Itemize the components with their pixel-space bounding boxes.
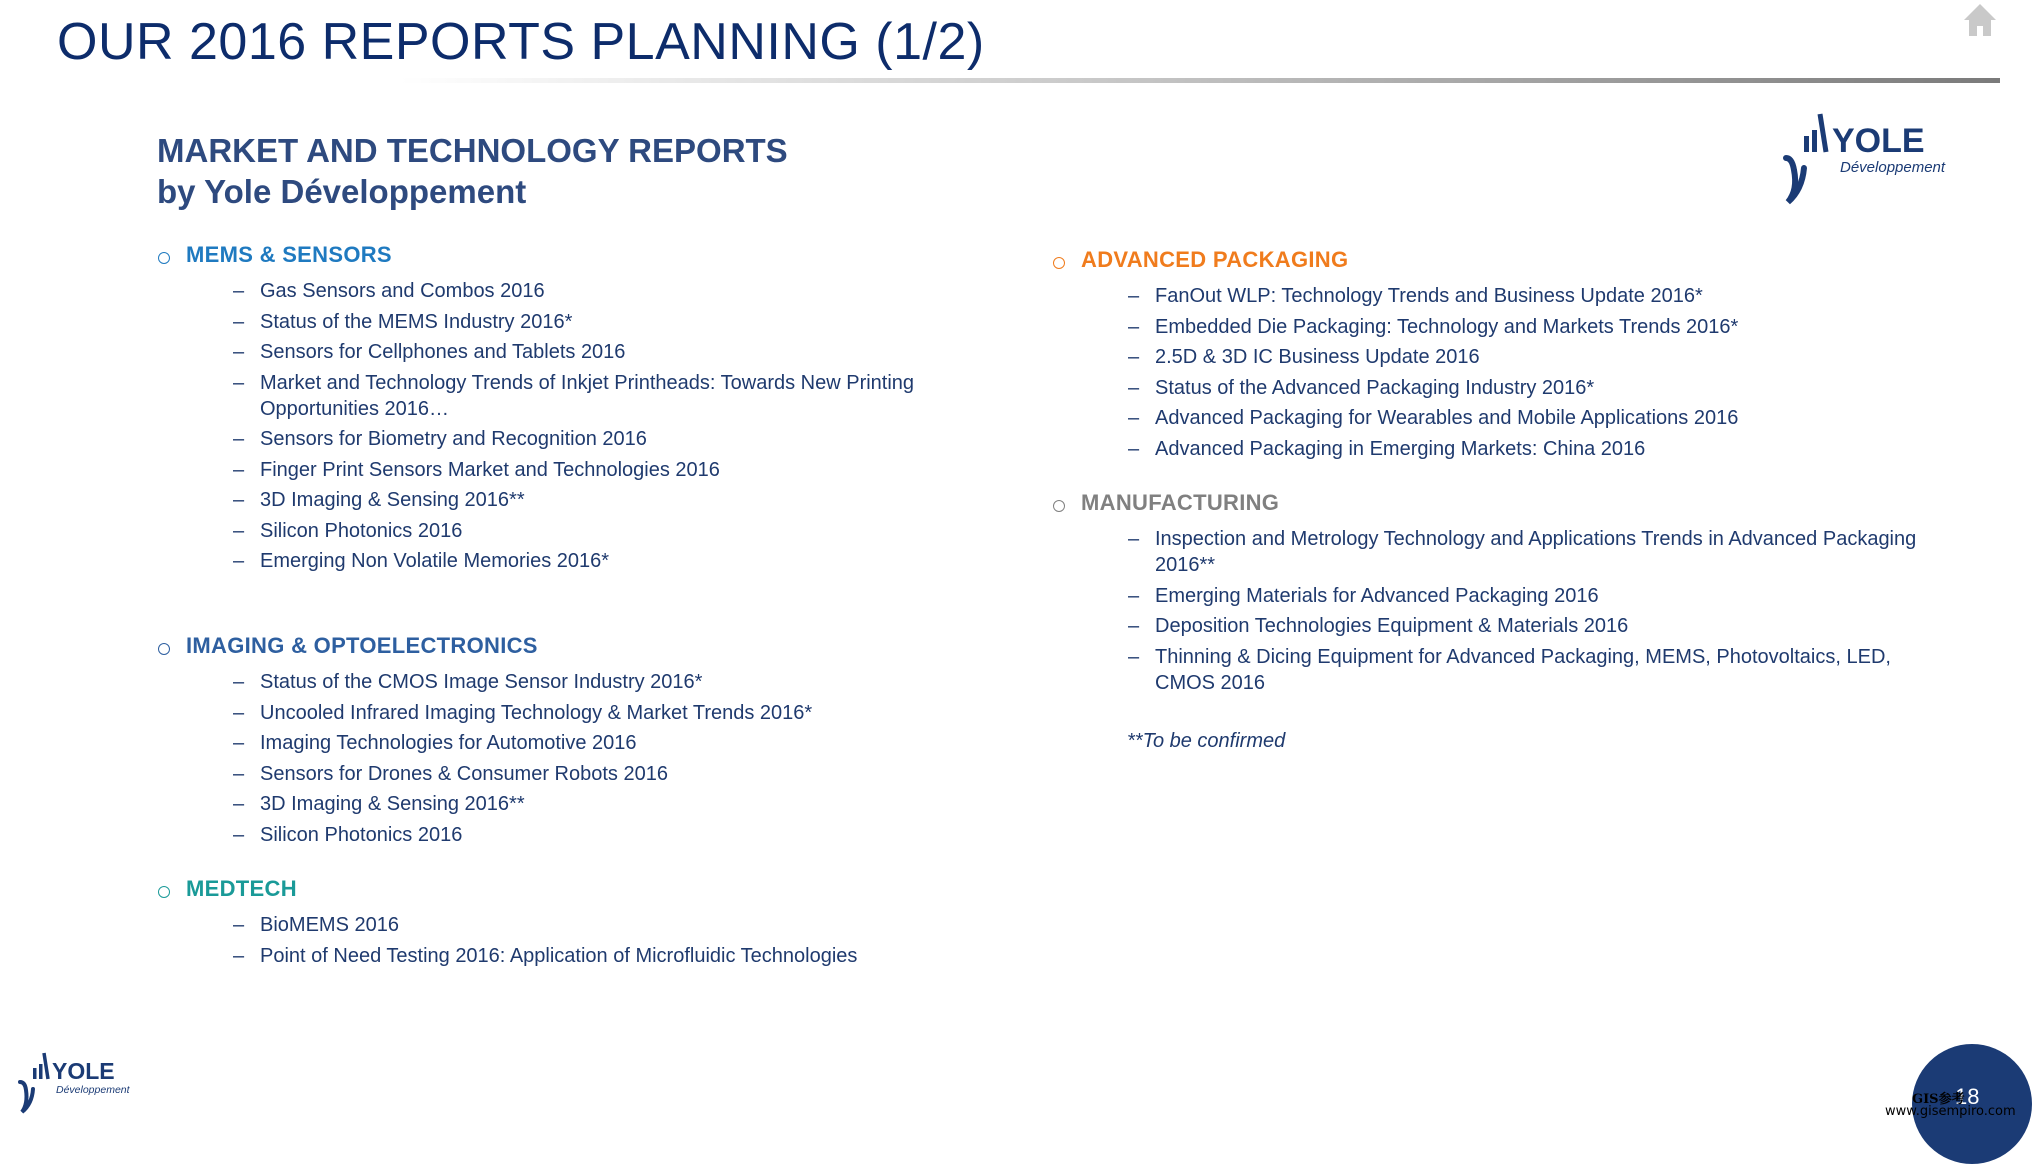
section-advanced-packaging: [1053, 247, 1953, 466]
circle-bullet-icon: [158, 643, 170, 655]
list-item: – 3D Imaging & Sensing 2016**: [233, 793, 525, 815]
section-title-mems: MEMS & SENSORS: [186, 242, 392, 267]
list-item: – Status of the CMOS Image Sensor Industry 2016*: [233, 671, 703, 693]
subtitle-by-yole: by Yole Développement: [157, 173, 527, 210]
watermark-url: www.gisempiro.com: [1885, 1104, 2016, 1119]
logo-wordmark: YOLE: [52, 1058, 115, 1084]
list-item: – 3D Imaging & Sensing 2016**: [233, 489, 525, 511]
page-title: OUR 2016 REPORTS PLANNING (1/2): [57, 13, 985, 71]
list-item: – Sensors for Cellphones and Tablets 2016: [233, 341, 626, 363]
section-mems-sensors: [158, 242, 978, 579]
list-item: – Deposition Technologies Equipment & Materials 2016: [1128, 615, 1629, 637]
footnote-to-be-confirmed: **To be confirmed: [1127, 730, 1286, 752]
list-item: – FanOut WLP: Technology Trends and Business Update 2016*: [1128, 285, 1703, 307]
list-item: – Imaging Technologies for Automotive 2016: [233, 732, 637, 754]
list-item: – Finger Print Sensors Market and Technologies 2016: [233, 458, 720, 481]
list-item: – Sensors for Biometry and Recognition 2016: [233, 428, 647, 450]
section-title-advanced-packaging: ADVANCED PACKAGING: [1081, 247, 1349, 272]
section-title-medtech: MEDTECH: [186, 876, 297, 901]
list-item: – Sensors for Drones & Consumer Robots 2016: [233, 762, 668, 785]
circle-bullet-icon: [158, 252, 170, 264]
list-item: – Emerging Materials for Advanced Packaging 2016: [1128, 584, 1599, 607]
page-number: 18: [1955, 1084, 1980, 1109]
mems-report-list: [158, 278, 978, 574]
list-item: – Emerging Non Volatile Memories 2016*: [233, 550, 610, 572]
section-title-manufacturing: MANUFACTURING: [1081, 490, 1280, 515]
list-item: – Embedded Die Packaging: Technology and Markets Trends 2016*: [1128, 315, 1739, 338]
list-item: – 2.5D & 3D IC Business Update 2016: [1128, 346, 1480, 368]
list-item: – Gas Sensors and Combos 2016: [233, 280, 545, 302]
list-item: – Market and Technology Trends of Inkjet Printheads: Towards New Printing Opportunities 2016…: [233, 371, 915, 420]
list-item: – Point of Need Testing 2016: Application of Microfluidic Technologies: [233, 944, 858, 967]
title-divider: [0, 78, 2000, 83]
logo-subtext: Développement: [1840, 159, 1946, 176]
list-item: – BioMEMS 2016: [233, 914, 399, 936]
yole-logo-top: [1780, 110, 1970, 205]
list-item: – Status of the MEMS Industry 2016*: [233, 310, 573, 333]
list-item: – Advanced Packaging for Wearables and Mobile Applications 2016: [1128, 407, 1739, 429]
manufacturing-report-list: [1053, 526, 1953, 696]
home-icon[interactable]: [1960, 0, 2000, 40]
section-medtech: [158, 876, 978, 973]
imaging-report-list: [158, 669, 978, 848]
list-item: – Uncooled Infrared Imaging Technology & Market Trends 2016*: [233, 701, 813, 724]
circle-bullet-icon: [1053, 257, 1065, 269]
section-imaging-optoelectronics: [158, 633, 978, 852]
list-item: – Advanced Packaging in Emerging Markets: China 2016: [1128, 437, 1646, 460]
circle-bullet-icon: [1053, 500, 1065, 512]
yole-logo-bottom: [16, 1050, 146, 1115]
list-item: – Inspection and Metrology Technology and Applications Trends in Advanced Packaging 2016**: [1128, 528, 1917, 576]
list-item: – Silicon Photonics 2016: [233, 519, 463, 542]
section-title-imaging: IMAGING & OPTOELECTRONICS: [186, 633, 538, 658]
subtitle-market-technology: MARKET AND TECHNOLOGY REPORTS: [157, 132, 788, 169]
advanced-packaging-report-list: [1053, 283, 1953, 462]
logo-subtext: Développement: [56, 1084, 130, 1096]
list-item: – Silicon Photonics 2016: [233, 823, 463, 846]
circle-bullet-icon: [158, 886, 170, 898]
medtech-report-list: [158, 912, 978, 969]
watermark-text: GIS参考: [1912, 1092, 1965, 1107]
logo-wordmark: YOLE: [1832, 122, 1925, 160]
section-manufacturing: [1053, 490, 1953, 700]
list-item: – Thinning & Dicing Equipment for Advanced Packaging, MEMS, Photovoltaics, LED, CMOS 2016: [1128, 645, 1891, 694]
list-item: – Status of the Advanced Packaging Industry 2016*: [1128, 376, 1595, 399]
